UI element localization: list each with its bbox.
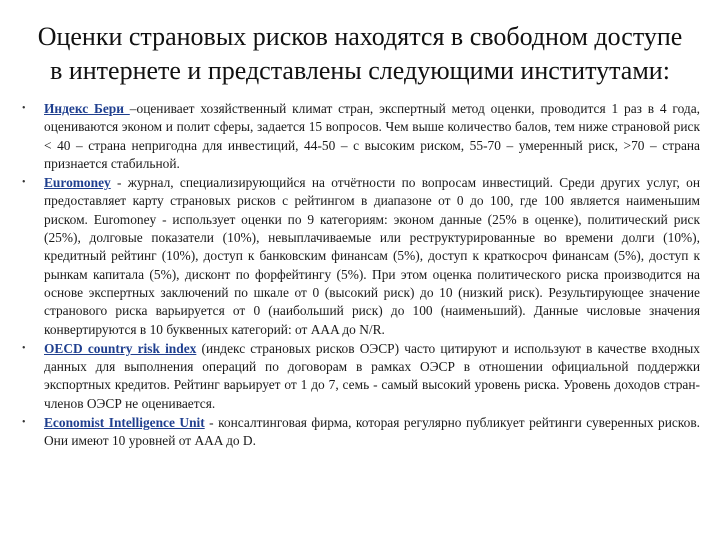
beri-index-description: –оценивает хозяйственный климат стран, экспертный метод оценки, проводится 1 раз в 4 года, оцениваются эконом и полит сферы, задается 15 вопросов. Чем выше количество балов, тем ниже страновой риск < 40 – страна непригодна для инвестиций, 44-50 – с высоким риском, 55-70 – умеренный риск, >70 – страна признается стабильной.: [44, 101, 700, 171]
slide-title-line-1: Оценки страновых рисков находятся в свободном доступе: [37, 22, 683, 51]
list-item-eiu: [22, 414, 700, 451]
oecd-description: (индекс страновых рисков ОЭСР) часто цитируют и используют в качестве входных данных для выполнения операций по договорам в рамках ОЭСР в отношении официальной поддержки экспортных кредитов. Рейтинг варьирует от 1 до 7, семь - самый высокий уровень риска. Уровень доходов стран-членов ОЭСР не оценивается.: [44, 340, 700, 411]
beri-index-link[interactable]: Индекс Бери: [44, 101, 130, 116]
bullet-icon: •: [22, 417, 26, 429]
economist-intelligence-unit-link[interactable]: Economist Intelligence Unit: [44, 415, 205, 431]
institutions-list: [22, 100, 700, 452]
euromoney-description: - журнал, специализирующийся на отчётности по вопросам инвестиций. Среди других услуг, он предоставляет карту страновых рисков с рейтингом в диапазоне от 0 до 100, где 100 является наименьшим риском. Euromoney - использует оценки по 9 категориям: эконом данные (25% в оценке), политический риск (25%), долговые показатели (10%), невыплачиваемые или реструктурированные во времени долги (10%), кредитный рейтинг (10%), доступ к банковским финансам (5%), доступ к краткосроч финансам (5%), доступ к рынкам капитала (5%), дисконт по форфейтингу (5%). При этом оценка политического риска производится на основе экспертных заключений по шкале от 0 (высокий риск) до 10 (низкий риск). Результирующее значение странового риска варьируется от 0 (наибольший риск) до 100 (наименьший). Данные числовые значения конвертируются в 10 буквенных категорий: от AAA до N/R.: [44, 175, 700, 337]
slide-title-line-2: в интернете и представлены следующими институтами:: [50, 56, 670, 85]
list-item-euromoney: [22, 174, 700, 339]
slide-title: [10, 20, 710, 88]
euromoney-link[interactable]: Euromoney: [44, 175, 111, 191]
bullet-icon: •: [22, 177, 26, 189]
eiu-description: - консалтинговая фирма, которая регулярно публикует рейтинги суверенных рисков. Они имеют 10 уровней от AAA до D.: [44, 415, 700, 449]
list-item-oecd: [22, 340, 700, 413]
bullet-icon: •: [22, 342, 26, 354]
bullet-icon: •: [22, 103, 26, 114]
oecd-country-risk-index-link[interactable]: OECD country risk index: [44, 340, 197, 356]
list-item-beri: [22, 100, 700, 173]
